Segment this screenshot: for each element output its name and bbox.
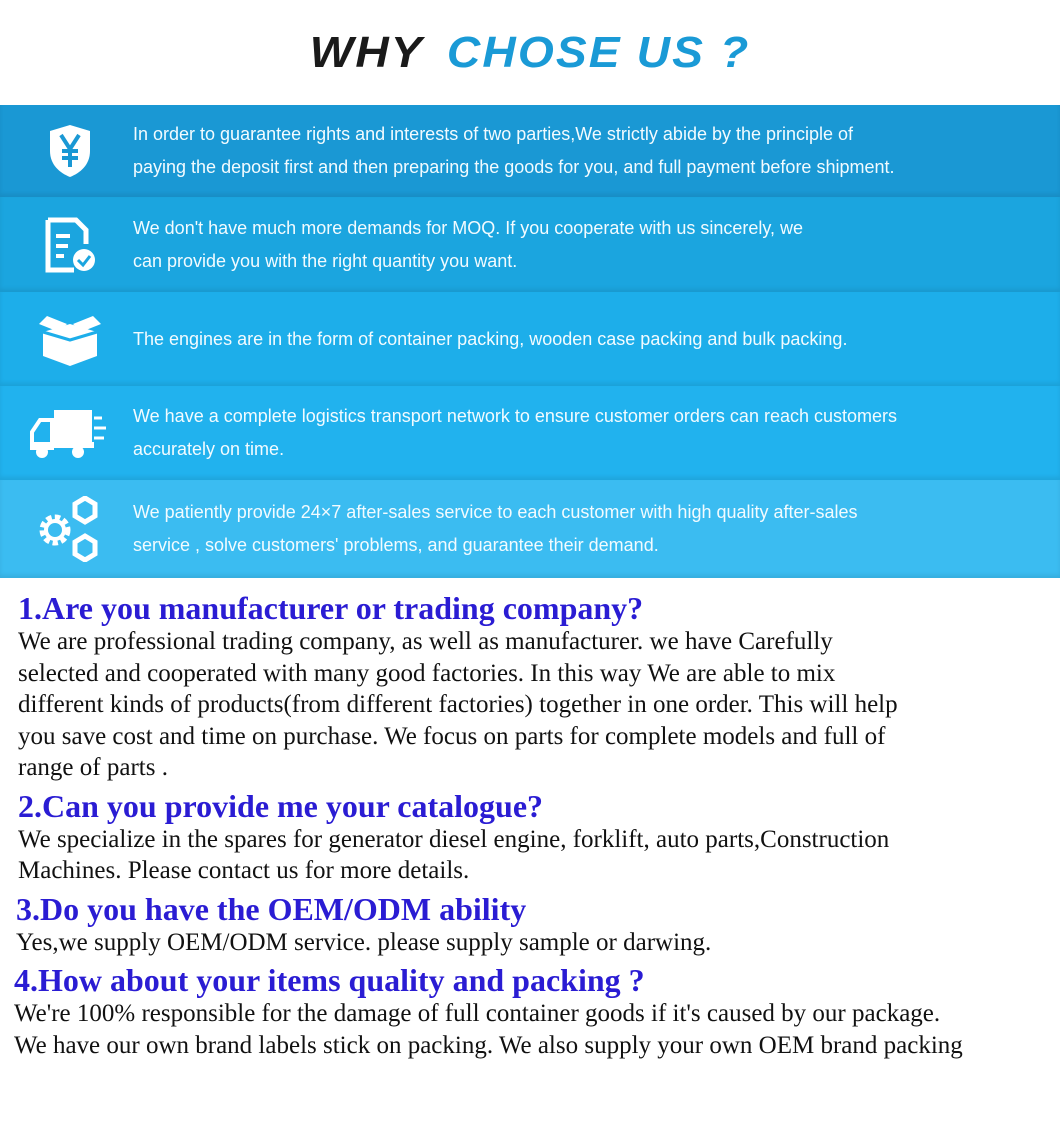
faq-answer: We specialize in the spares for generator diesel engine, forklift, auto parts,Construction Machines. Please contact us for more details. <box>18 825 890 884</box>
faq-question: 1.Are you manufacturer or trading company? <box>18 590 644 626</box>
document-check-icon <box>30 213 110 277</box>
feature-after-sales <box>0 480 1060 578</box>
feature-text: In order to guarantee rights and interests of two parties,We strictly abide by the principle of paying the deposit first and then preparing the goods for you, and full payment before shipment. <box>133 124 895 177</box>
feature-text: We have a complete logistics transport network to ensure customer orders can reach customers accurately on time. <box>133 406 898 459</box>
delivery-truck-icon <box>30 401 110 465</box>
open-box-icon <box>30 307 110 371</box>
feature-moq <box>0 197 1060 292</box>
faq-question: 2.Can you provide me your catalogue? <box>18 787 544 824</box>
feature-payment <box>0 105 1060 197</box>
title-why: WHY <box>309 27 424 77</box>
feature-packing <box>0 292 1060 386</box>
gear-icon <box>30 497 110 561</box>
yen-shield-icon <box>30 119 110 183</box>
faq-answer: Yes,we supply OEM/ODM service. please supply sample or darwing. <box>16 928 712 956</box>
feature-text: The engines are in the form of container packing, wooden case packing and bulk packing. <box>133 328 848 349</box>
feature-text: We patiently provide 24×7 after-sales service to each customer with high quality after-sales service , solve customers' problems, and guarantee their demand. <box>133 502 858 555</box>
title-chose-us: CHOSE US ? <box>446 27 751 77</box>
faq-answer: We are professional trading company, as well as manufacturer. we have Carefully selected and cooperated with many good factories. In this way We are able to mix different kinds of products(from different factories) together in one order. This will help you save cost and time on purchase. We focus on parts for complete models and full of range of parts . <box>18 628 898 781</box>
faq-section <box>0 578 1060 1061</box>
page-title <box>0 0 1060 105</box>
feature-text: We don't have much more demands for MOQ. If you cooperate with us sincerely, we can provide you with the right quantity you want. <box>133 217 804 271</box>
faq-question: 3.Do you have the OEM/ODM ability <box>16 890 527 927</box>
feature-logistics <box>0 386 1060 480</box>
faq-question: 4.How about your items quality and packing ? <box>14 962 645 998</box>
faq-answer: We're 100% responsible for the damage of full container goods if it's caused by our package. We have our own brand labels stick on packing. We also supply your own OEM brand packing <box>14 1000 963 1059</box>
